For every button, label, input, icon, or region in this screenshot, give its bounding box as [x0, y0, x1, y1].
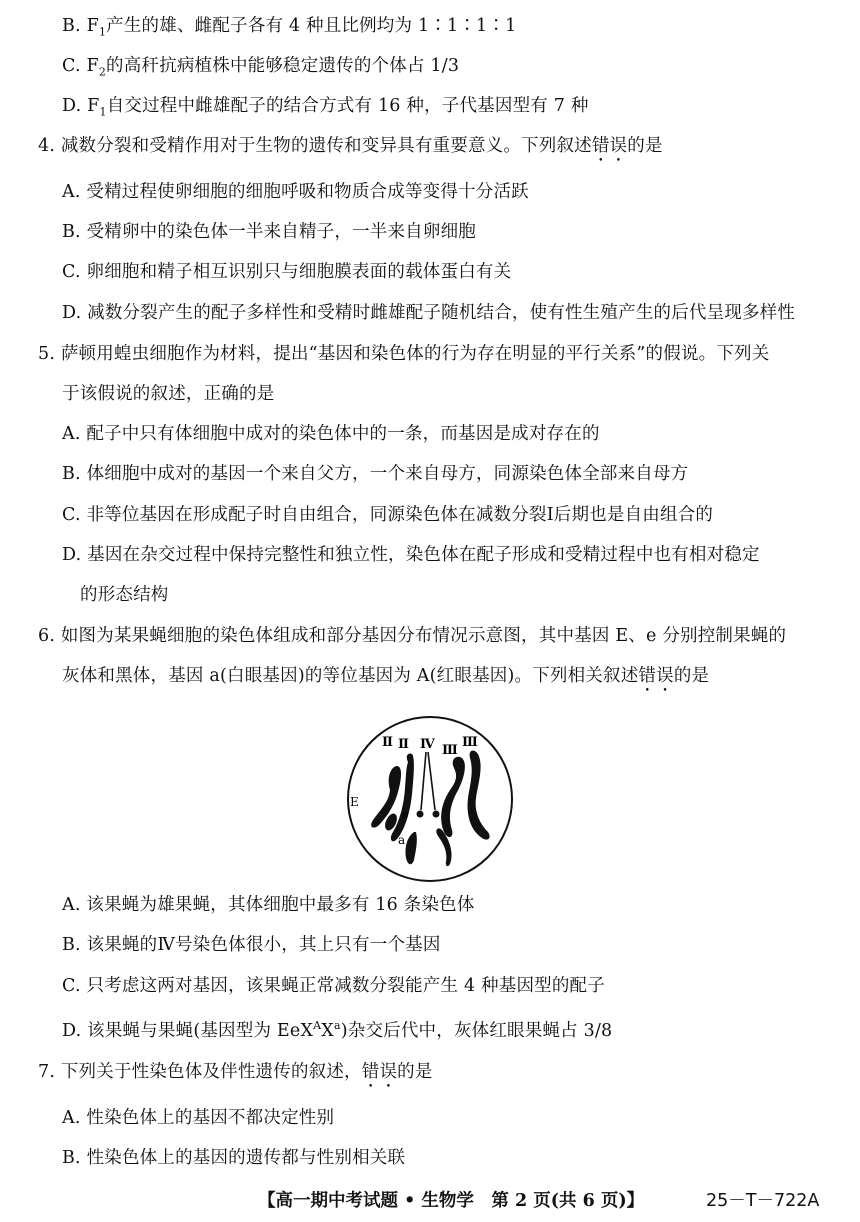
q5-stem-line1: 5. 萨顿用蝗虫细胞作为材料，提出“基因和染色体的行为存在明显的平行关系”的假说。下列关 — [38, 344, 770, 364]
chromosome-iv-dot-right — [433, 811, 440, 818]
chromosome-diagram — [342, 714, 518, 884]
q6-stem-line2: 灰体和黑体，基因 a(白眼基因)的等位基因为 A(红眼基因)。下列相关叙述错误的是 — [62, 666, 710, 686]
q5-option-d-line2: 的形态结构 — [80, 585, 169, 605]
q4-option-a: A. 受精过程使卵细胞的细胞呼吸和物质合成等变得十分活跃 — [62, 182, 529, 202]
q6-option-c: C. 只考虑这两对基因，该果蝇正常减数分裂能产生 4 种基因型的配子 — [62, 976, 605, 996]
q5-option-d-line1: D. 基因在杂交过程中保持完整性和独立性，染色体在配子形成和受精过程中也有相对稳定 — [62, 545, 760, 565]
label-gene-e-lower: e — [402, 808, 409, 821]
q4-stem: 4. 减数分裂和受精作用对于生物的遗传和变异具有重要意义。下列叙述错误的是 — [38, 136, 663, 156]
q4-option-b: B. 受精卵中的染色体一半来自精子，一半来自卵细胞 — [62, 222, 476, 242]
label-iii-right: Ⅲ — [462, 735, 478, 750]
q3-option-b: B. $F_1$产生的雄、雌配子各有 4 种且比例均为 1∶1∶1∶1 — [62, 16, 517, 39]
q5-stem-line2: 于该假说的叙述，正确的是 — [62, 384, 275, 404]
q5-option-a: A. 配子中只有体细胞中成对的染色体中的一条，而基因是成对存在的 — [62, 424, 600, 444]
q7-stem: 7. 下列关于性染色体及伴性遗传的叙述，错误的是 — [38, 1062, 433, 1082]
label-iii-left: Ⅲ — [442, 743, 458, 758]
q6-option-d: D. 该果蝇与果蝇(基因型为 $EeX^AX^a$)杂交后代中，灰体红眼果蝇占 3/8 — [62, 1019, 613, 1041]
q3-option-d: D. $F_1$自交过程中雌雄配子的结合方式有 16 种，子代基因型有 7 种 — [62, 96, 589, 119]
exam-code: 25－T－722A — [706, 1191, 820, 1211]
chromosome-iv-dot-left — [417, 811, 424, 818]
label-gene-a: a — [398, 833, 406, 847]
label-ii-right: Ⅱ — [398, 737, 409, 752]
q6-option-b: B. 该果蝇的Ⅳ号染色体很小，其上只有一个基因 — [62, 935, 441, 955]
q7-option-a: A. 性染色体上的基因不都决定性别 — [62, 1108, 335, 1128]
page-footer: 【高一期中考试题 • 生物学 第 2 页(共 6 页)】 — [258, 1191, 645, 1211]
chromosome-iv-left — [421, 752, 426, 810]
chromosome-iii-left — [441, 757, 465, 837]
chromosome-x — [405, 832, 416, 864]
q3-option-c: C. $F_2$的高秆抗病植株中能够稳定遗传的个体占 1/3 — [62, 56, 460, 79]
q5-option-b: B. 体细胞中成对的基因一个来自父方，一个来自母方，同源染色体全部来自母方 — [62, 464, 689, 484]
q6-stem-line1: 6. 如图为某果蝇细胞的染色体组成和部分基因分布情况示意图，其中基因 E、e 分别控制果蝇的 — [38, 626, 787, 646]
q4-option-c: C. 卵细胞和精子相互识别只与细胞膜表面的载体蛋白有关 — [62, 262, 512, 282]
chromosome-iv-right — [428, 752, 435, 810]
label-gene-e-upper: E — [350, 795, 359, 809]
q7-option-b: B. 性染色体上的基因的遗传都与性别相关联 — [62, 1148, 406, 1168]
q6-option-a: A. 该果蝇为雄果蝇，其体细胞中最多有 16 条染色体 — [62, 895, 475, 915]
q5-option-c: C. 非等位基因在形成配子时自由组合，同源染色体在减数分裂Ⅰ后期也是自由组合的 — [62, 505, 714, 525]
label-ii-left: Ⅱ — [382, 735, 393, 750]
q4-option-d: D. 减数分裂产生的配子多样性和受精时雌雄配子随机结合，使有性生殖产生的后代呈现多样性 — [62, 303, 796, 323]
chromosome-iii-right — [468, 751, 490, 840]
label-iv: Ⅳ — [420, 737, 435, 752]
